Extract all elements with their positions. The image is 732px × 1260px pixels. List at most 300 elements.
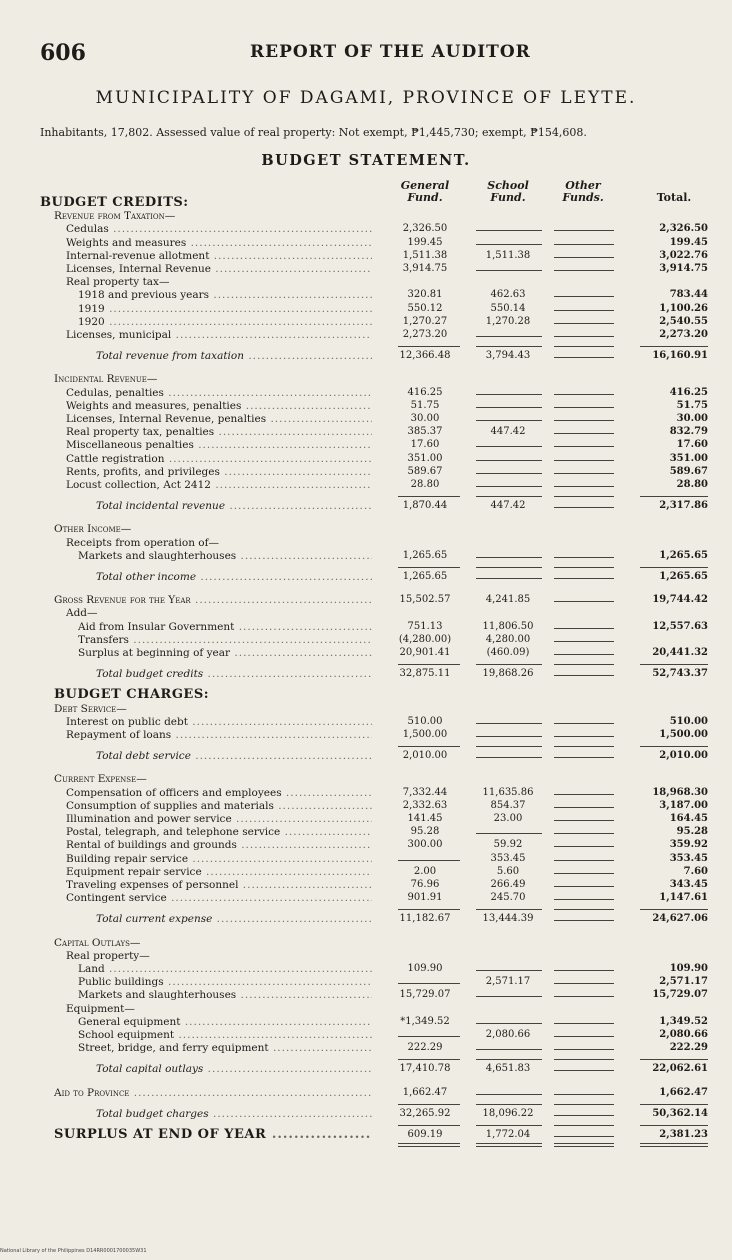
total-cell: 2,540.55 (659, 315, 708, 327)
row-label: Illumination and power service ..... (66, 812, 372, 826)
row-label: Cattle registration ..... (66, 452, 372, 466)
blank-line (554, 473, 614, 474)
table-row (0, 209, 732, 223)
total-cell: 351.00 (669, 452, 708, 464)
school-fund-cell: 11,635.86 (482, 786, 534, 798)
total-cell: 19,744.42 (652, 594, 708, 606)
table-row (0, 536, 732, 550)
total-cell: 30.00 (676, 413, 708, 424)
sum-rule (640, 664, 708, 665)
table-row (0, 688, 732, 702)
table-row (0, 412, 732, 426)
sum-rule (398, 1059, 460, 1060)
table-row (0, 620, 732, 634)
row-label: Current Expense— (54, 773, 147, 786)
general-fund-cell: 2,273.20 (402, 329, 448, 340)
blank-line (476, 486, 542, 487)
blank-line (554, 1023, 614, 1024)
row-label: Weights and measures ..... (66, 236, 372, 250)
general-fund-cell: 30.00 (410, 413, 440, 424)
row-label: 1920 ..... (78, 315, 372, 329)
row-label: Cedulas ..... (66, 222, 372, 236)
row-label: Other Income— (54, 523, 132, 536)
blank-line (554, 578, 614, 579)
sum-rule (554, 567, 614, 568)
general-fund-cell: 300.00 (407, 839, 443, 851)
total-cell: 12,557.63 (652, 620, 708, 632)
sum-rule (476, 1059, 542, 1060)
table-row (0, 315, 732, 329)
blank-line (554, 920, 614, 921)
total-cell: 20,441.32 (652, 647, 708, 658)
sum-rule (640, 1059, 708, 1060)
blank-line (554, 601, 614, 602)
total-cell: 1,265.65 (659, 571, 708, 582)
row-label: Markets and slaughterhouses ..... (78, 988, 372, 1002)
blank-line (476, 757, 542, 758)
table-row (0, 425, 732, 439)
school-fund-cell: 266.49 (490, 879, 526, 890)
blank-line (554, 557, 614, 558)
total-cell: 1,265.65 (659, 549, 708, 561)
blank-line (476, 394, 542, 395)
row-label: Total other income ..... (96, 570, 372, 584)
table-row (0, 891, 732, 905)
school-fund-cell: 11,806.50 (482, 620, 534, 632)
row-label: Cedulas, penalties ..... (66, 386, 372, 400)
general-fund-cell: 28.80 (410, 479, 440, 490)
total-cell: 359.92 (669, 839, 708, 851)
table-row (0, 988, 732, 1002)
school-fund-cell: 854.37 (490, 799, 526, 811)
blank-line (476, 420, 542, 421)
row-label: Receipts from operation of— (66, 536, 220, 549)
total-cell: 2,273.20 (659, 329, 708, 340)
table-row (0, 772, 732, 786)
blank-line (554, 1115, 614, 1116)
total-cell: 2,317.86 (659, 500, 708, 512)
row-label: Rental of buildings and grounds ..... (66, 838, 372, 852)
table-row (0, 262, 732, 276)
blank-line (554, 433, 614, 434)
sum-rule (398, 346, 460, 347)
inhabitants-line: Inhabitants, 17,802. Assessed value of real property: Not exempt, ₱1,445,730; exempt, ₱154,608. (40, 126, 587, 139)
row-label: Surplus at beginning of year ..... (78, 646, 372, 660)
total-cell: 16,160.91 (652, 350, 708, 362)
table-row (0, 825, 732, 839)
row-label: Debt Service— (54, 702, 127, 715)
blank-line (554, 873, 614, 874)
blank-line (554, 675, 614, 676)
sum-rule (476, 1125, 542, 1126)
row-label: Markets and slaughterhouses ..... (78, 549, 372, 563)
blank-line (554, 310, 614, 311)
blank-line (554, 820, 614, 821)
table-row (0, 812, 732, 826)
sum-rule (640, 1104, 708, 1105)
total-cell: 95.28 (676, 826, 708, 838)
blank-line (476, 723, 542, 724)
blank-line (476, 970, 542, 971)
general-fund-cell: 76.96 (410, 879, 440, 890)
general-fund-cell: 12,366.48 (399, 350, 451, 362)
row-label: Total revenue from taxation ..... (96, 349, 372, 363)
column-header-other: Other Funds. (562, 179, 604, 204)
total-cell: 783.44 (669, 289, 708, 301)
blank-line (554, 296, 614, 297)
sum-rule (640, 746, 708, 747)
page-number: 606 (40, 40, 86, 66)
table-row (0, 852, 732, 866)
table-row (0, 196, 732, 210)
table-row (0, 452, 732, 466)
general-fund-cell: 1,511.38 (402, 249, 448, 261)
sum-rule (398, 664, 460, 665)
table-row (0, 372, 732, 386)
blank-line (554, 507, 614, 508)
general-fund-cell: 222.29 (407, 1042, 443, 1054)
row-label: Equipment— (66, 1002, 135, 1015)
blank-line (476, 578, 542, 579)
table-row (0, 593, 732, 607)
general-fund-cell: 15,729.07 (399, 989, 451, 1001)
school-fund-cell: (460.09) (486, 647, 530, 658)
sum-rule (476, 346, 542, 347)
table-row (0, 1128, 732, 1142)
blank-line (476, 336, 542, 337)
school-fund-cell: 23.00 (493, 813, 523, 824)
row-label: Consumption of supplies and materials ..... (66, 799, 372, 813)
school-fund-cell: 4,280.00 (485, 633, 531, 645)
table-row (0, 728, 732, 742)
table-row (0, 702, 732, 716)
blank-line (476, 473, 542, 474)
general-fund-cell: 199.45 (407, 236, 443, 248)
row-label: Aid to Province ..... (54, 1086, 372, 1100)
general-fund-cell: 141.45 (407, 813, 443, 824)
blank-line (476, 557, 542, 558)
school-fund-cell: 353.45 (490, 852, 526, 864)
blank-line (398, 983, 460, 984)
sum-rule (476, 746, 542, 747)
general-fund-cell: (4,280.00) (398, 633, 452, 645)
general-fund-cell: 20,901.41 (399, 647, 451, 658)
blank-line (554, 257, 614, 258)
table-row (0, 399, 732, 413)
total-cell: 2,571.17 (659, 976, 708, 988)
row-label: Interest on public debt ..... (66, 715, 372, 729)
table-row (0, 936, 732, 950)
blank-line (554, 1049, 614, 1050)
general-fund-cell: 1,265.65 (402, 571, 448, 582)
sum-rule (476, 1146, 542, 1147)
table-row (0, 302, 732, 316)
blank-line (554, 244, 614, 245)
general-fund-cell: 320.81 (407, 289, 443, 301)
row-label: Real property tax— (66, 276, 170, 289)
general-fund-cell: 109.90 (407, 963, 443, 974)
table-row (0, 249, 732, 263)
school-fund-cell: 447.42 (490, 426, 526, 438)
total-cell: 51.75 (676, 399, 708, 411)
sum-rule (554, 346, 614, 347)
blank-line (554, 270, 614, 271)
sum-rule (554, 496, 614, 497)
general-fund-cell: 32,875.11 (399, 668, 451, 680)
total-cell: 3,914.75 (659, 263, 708, 274)
table-row (0, 865, 732, 879)
general-fund-cell: 95.28 (410, 826, 440, 838)
row-label: Add— (66, 607, 98, 620)
table-row (0, 715, 732, 729)
table-row (0, 878, 732, 892)
municipality-title: MUNICIPALITY OF DAGAMI, PROVINCE OF LEYTE. (95, 88, 637, 108)
blank-line (554, 833, 614, 834)
blank-line (554, 886, 614, 887)
row-label: Land ..... (78, 962, 372, 976)
school-fund-cell: 1,511.38 (485, 249, 531, 261)
library-footer: National Library of the Philippines D14RR0001700035W31 (0, 1248, 147, 1254)
row-label: Incidental Revenue— (54, 373, 158, 386)
blank-line (554, 1070, 614, 1071)
blank-line (476, 1049, 542, 1050)
school-fund-cell: 2,571.17 (485, 976, 531, 988)
table-row (0, 222, 732, 236)
total-cell: 2,080.66 (659, 1029, 708, 1040)
blank-line (554, 1036, 614, 1037)
general-fund-cell: 3,914.75 (402, 263, 448, 274)
table-row (0, 386, 732, 400)
total-cell: 1,147.61 (659, 892, 708, 904)
blank-line (554, 357, 614, 358)
table-row (0, 949, 732, 963)
school-fund-cell: 245.70 (490, 892, 526, 904)
school-fund-cell: 18,096.22 (482, 1107, 534, 1119)
sum-rule (554, 1104, 614, 1105)
total-cell: 109.90 (669, 963, 708, 974)
table-row (0, 912, 732, 926)
row-label: Real property tax, penalties ..... (66, 425, 372, 439)
school-fund-cell: 4,241.85 (485, 594, 531, 606)
total-cell: 15,729.07 (652, 989, 708, 1001)
general-fund-cell: 2,332.63 (402, 799, 448, 811)
sum-rule (476, 909, 542, 910)
total-cell: 353.45 (669, 852, 708, 864)
row-label: BUDGET CREDITS: (40, 196, 189, 210)
column-header-general: General Fund. (400, 179, 450, 204)
sum-rule (554, 1125, 614, 1126)
table-row (0, 236, 732, 250)
total-cell: 2,326.50 (659, 223, 708, 235)
blank-line (554, 394, 614, 395)
row-label: Traveling expenses of personnel ..... (66, 878, 372, 892)
row-label: Street, bridge, and ferry equipment ..... (78, 1041, 372, 1055)
general-fund-cell: 416.25 (407, 386, 443, 398)
blank-line (554, 860, 614, 861)
table-row (0, 1062, 732, 1076)
row-label: Total budget credits ..... (96, 667, 372, 681)
blank-line (476, 1094, 542, 1095)
school-fund-cell: 19,868.26 (482, 668, 534, 680)
table-row (0, 522, 732, 536)
budget-statement-title: BUDGET STATEMENT. (261, 152, 471, 169)
sum-rule (398, 496, 460, 497)
school-fund-cell: 5.60 (496, 865, 520, 877)
general-fund-cell: 1,662.47 (402, 1086, 448, 1098)
general-fund-cell: 2,326.50 (402, 223, 448, 235)
column-header-total: Total. (656, 191, 692, 204)
table-row (0, 438, 732, 452)
blank-line (554, 996, 614, 997)
general-fund-cell: 751.13 (407, 620, 443, 632)
table-row (0, 838, 732, 852)
blank-line (554, 736, 614, 737)
total-cell: 24,627.06 (652, 913, 708, 925)
table-row (0, 606, 732, 620)
blank-line (476, 736, 542, 737)
blank-line (554, 757, 614, 758)
row-label: Aid from Insular Government ..... (78, 620, 372, 634)
general-fund-cell: 1,500.00 (402, 729, 448, 740)
blank-line (554, 970, 614, 971)
sum-rule (640, 1125, 708, 1126)
table-row (0, 962, 732, 976)
general-fund-cell: 550.12 (407, 302, 443, 314)
row-label: Total debt service ..... (96, 749, 372, 763)
row-label: Weights and measures, penalties ..... (66, 399, 372, 413)
general-fund-cell: 510.00 (407, 715, 443, 727)
table-row (0, 1015, 732, 1029)
row-label: Real property— (66, 949, 150, 962)
blank-line (554, 486, 614, 487)
table-row (0, 799, 732, 813)
blank-line (554, 336, 614, 337)
row-label: Postal, telegraph, and telephone service ..... (66, 825, 372, 839)
blank-line (476, 996, 542, 997)
sum-rule (476, 567, 542, 568)
blank-line (476, 833, 542, 834)
school-fund-cell: 3,794.43 (485, 350, 531, 362)
blank-line (554, 323, 614, 324)
sum-rule (554, 1059, 614, 1060)
total-cell: 3,022.76 (659, 249, 708, 261)
row-label: Compensation of officers and employees ..... (66, 786, 372, 800)
table-row (0, 633, 732, 647)
general-fund-cell: 609.19 (407, 1129, 443, 1140)
sum-rule (476, 1104, 542, 1105)
blank-line (554, 654, 614, 655)
sum-rule (554, 1146, 614, 1147)
row-label: Licenses, Internal Revenue ..... (66, 262, 372, 276)
total-cell: 2,010.00 (659, 750, 708, 762)
sum-rule (476, 1143, 542, 1144)
row-label: Contingent service ..... (66, 891, 372, 905)
table-row (0, 1086, 732, 1100)
row-label: Revenue from Taxation— (54, 210, 176, 223)
blank-line (476, 1023, 542, 1024)
row-label: General equipment ..... (78, 1015, 372, 1029)
general-fund-cell: 1,270.27 (402, 315, 448, 327)
table-row (0, 749, 732, 763)
row-label: Total current expense ..... (96, 912, 372, 926)
blank-line (476, 446, 542, 447)
total-cell: 1,662.47 (659, 1086, 708, 1098)
table-row (0, 1107, 732, 1121)
school-fund-cell: 4,651.83 (485, 1063, 531, 1075)
school-fund-cell: 13,444.39 (482, 913, 534, 925)
blank-line (554, 641, 614, 642)
blank-line (554, 846, 614, 847)
row-label: Locust collection, Act 2412 ..... (66, 478, 372, 492)
table-row (0, 549, 732, 563)
total-cell: 832.79 (669, 426, 708, 438)
total-cell: 3,187.00 (659, 799, 708, 811)
blank-line (398, 1036, 460, 1037)
table-row (0, 1041, 732, 1055)
sum-rule (640, 346, 708, 347)
blank-line (554, 899, 614, 900)
row-label: BUDGET CHARGES: (54, 688, 210, 703)
total-cell: 164.45 (669, 813, 708, 824)
sum-rule (640, 1146, 708, 1147)
row-label: SURPLUS AT END OF YEAR ..... (54, 1128, 372, 1142)
table-row (0, 288, 732, 302)
total-cell: 343.45 (669, 879, 708, 890)
sum-rule (398, 909, 460, 910)
blank-line (554, 420, 614, 421)
total-cell: 510.00 (669, 715, 708, 727)
total-cell: 1,349.52 (659, 1015, 708, 1027)
row-label: Gross Revenue for the Year ..... (54, 593, 372, 607)
row-label: Public buildings ..... (78, 975, 372, 989)
school-fund-cell: 462.63 (490, 289, 526, 301)
running-title: REPORT OF THE AUDITOR (250, 42, 531, 62)
blank-line (398, 860, 460, 861)
table-row (0, 465, 732, 479)
blank-line (476, 244, 542, 245)
row-label: Equipment repair service ..... (66, 865, 372, 879)
row-label: Total incidental revenue ..... (96, 499, 372, 513)
general-fund-cell: 17,410.78 (399, 1063, 451, 1075)
table-row (0, 975, 732, 989)
general-fund-cell: 1,265.65 (402, 549, 448, 561)
row-label: School equipment ..... (78, 1028, 372, 1042)
general-fund-cell: *1,349.52 (400, 1015, 450, 1027)
total-cell: 1,500.00 (659, 729, 708, 740)
general-fund-cell: 51.75 (410, 399, 440, 411)
blank-line (476, 270, 542, 271)
row-label: Internal-revenue allotment ..... (66, 249, 372, 263)
general-fund-cell: 15,502.57 (399, 594, 451, 606)
table-row (0, 646, 732, 660)
row-label: 1919 ..... (78, 302, 372, 316)
blank-line (554, 460, 614, 461)
total-cell: 222.29 (669, 1042, 708, 1054)
sum-rule (554, 909, 614, 910)
school-fund-cell: 2,080.66 (485, 1029, 531, 1040)
blank-line (554, 983, 614, 984)
blank-line (476, 460, 542, 461)
general-fund-cell: 351.00 (407, 452, 443, 464)
table-row (0, 1028, 732, 1042)
total-cell: 22,062.61 (652, 1063, 708, 1075)
general-fund-cell: 589.67 (407, 465, 443, 477)
sum-rule (554, 1143, 614, 1144)
table-row (0, 570, 732, 584)
table-row (0, 349, 732, 363)
general-fund-cell: 32,265.92 (399, 1107, 451, 1119)
sum-rule (476, 664, 542, 665)
